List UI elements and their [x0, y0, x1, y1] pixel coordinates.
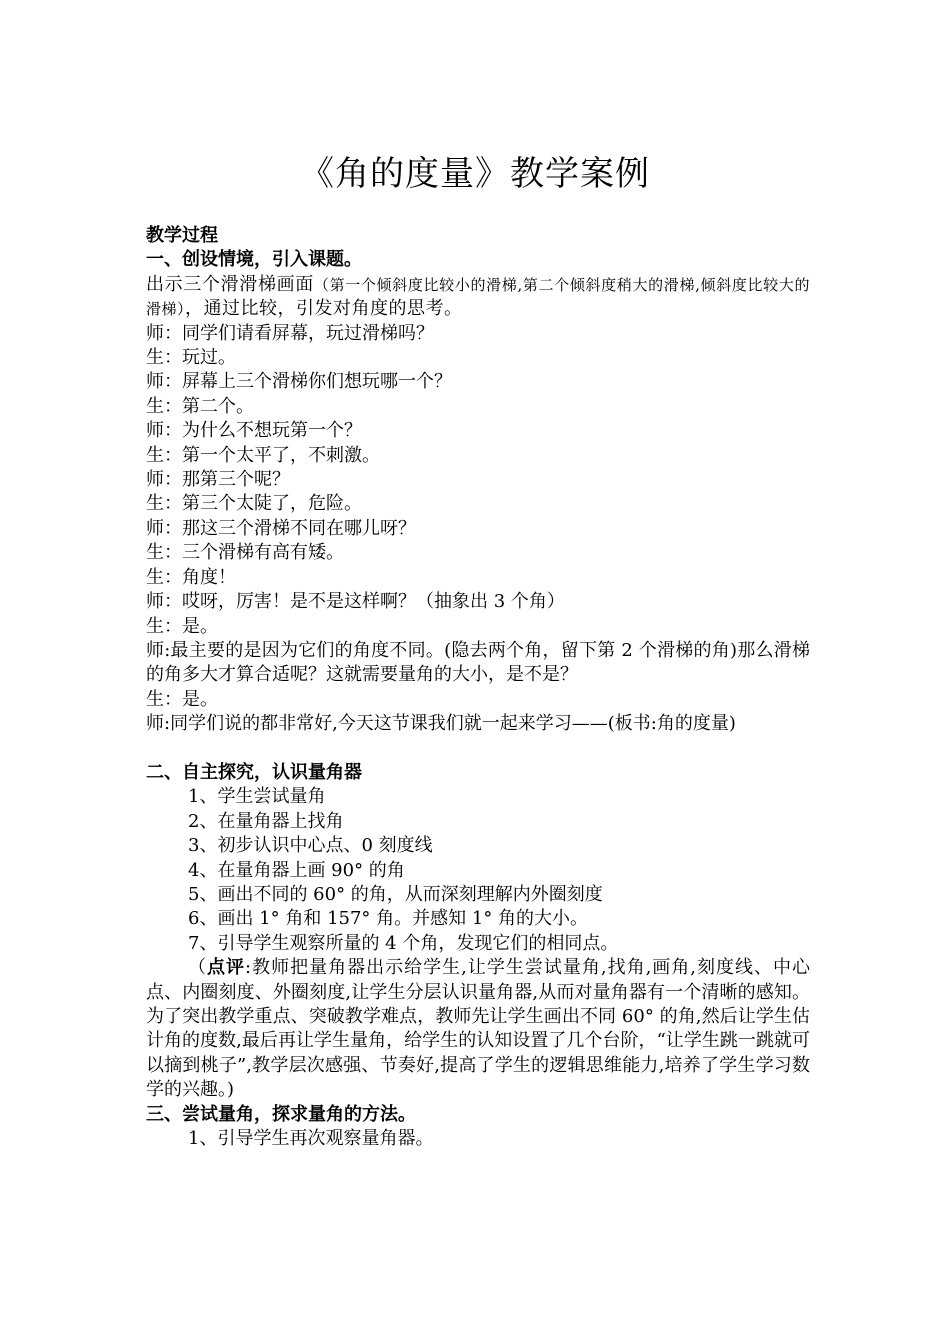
intro-text-a: 出示三个滑滑梯画面: [146, 273, 314, 295]
heading-teaching-process: 教学过程: [146, 225, 218, 246]
intro-note: （第一个倾斜度比较小的滑梯,第二个倾斜度稍大的滑梯,倾斜度比较大的滑梯）: [146, 275, 810, 319]
list-item: 7、引导学生观察所量的 4 个角，发现它们的相同点。: [188, 932, 619, 954]
dialogue-line: 师：那这三个滑梯不同在哪儿呀？: [146, 517, 416, 539]
dialogue-line: 师：屏幕上三个滑梯你们想玩哪一个？: [146, 371, 452, 393]
comment-text: :教师把量角器出示给学生,让学生尝试量角,找角,画角,刻度线、中心点、内圈刻度、外圈刻度,让学生分层认识量角器,从而对量角器有一个清晰的感知。为了突出教学重点、突破教学难点，教师先让学生画出不同 60° 的角,然后让学生估计角的度数,最后再让学生量角，给学生的认知设置了几个台阶，“让学生跳一跳就可以摘到桃子”,教学层次感强、节奏好,提高了学生的逻辑思维能力,培养了学生学习数学的兴趣。): [146, 957, 811, 1101]
dialogue-line: 生：第一个太平了，不刺激。: [146, 444, 380, 466]
dialogue-line: 生：是。: [146, 615, 218, 637]
list-item: 1、引导学生再次观察量角器。: [188, 1128, 434, 1150]
section-3-heading: 三、尝试量角，探求量角的方法。: [146, 1103, 416, 1125]
dialogue-line: 生：三个滑梯有高有矮。: [146, 542, 344, 564]
section-2-list: [146, 785, 810, 956]
teacher-paragraph-final: 师:同学们说的都非常好,今天这节课我们就一起来学习——(板书:角的度量): [146, 713, 736, 735]
document-title: 《角的度量》教学案例: [300, 154, 650, 194]
comment-open: （: [188, 957, 208, 979]
list-item: 3、初步认识中心点、0 刻度线: [188, 835, 433, 857]
comment-paragraph: [146, 956, 810, 1102]
list-item: 5、画出不同的 60° 的角，从而深刻理解内外圈刻度: [188, 883, 603, 905]
dialogue-line: 生：玩过。: [146, 347, 236, 369]
dialogue-line: 生：第三个太陡了，危险。: [146, 493, 362, 515]
dialogue-line: 生：角度！: [146, 566, 236, 588]
blank-line: [146, 737, 810, 761]
list-item: 1、学生尝试量角: [188, 786, 326, 808]
dialogue-line: 师：同学们请看屏幕，玩过滑梯吗？: [146, 322, 434, 344]
teacher-paragraph-main: 师:最主要的是因为它们的角度不同。(隐去两个角，留下第 2 个滑梯的角)那么滑梯的角多大才算合适呢？这就需要量角的大小，是不是？: [146, 639, 810, 686]
section-2-heading: 二、自主探究，认识量角器: [146, 761, 362, 783]
list-item: 2、在量角器上找角: [188, 810, 344, 832]
section-1-intro: [146, 273, 810, 322]
section-1-heading: 一、创设情境，引入课题。: [146, 249, 362, 271]
list-item: 6、画出 1° 角和 157° 角。并感知 1° 角的大小。: [188, 908, 589, 930]
dialogue-line: 生：是。: [146, 688, 218, 710]
dialogue-line: 师：那第三个呢？: [146, 469, 290, 491]
dialogue-line: 师：为什么不想玩第一个？: [146, 420, 362, 442]
document-body: [146, 224, 810, 1151]
list-item: 4、在量角器上画 90° 的角: [188, 859, 405, 881]
intro-text-b: ，通过比较，引发对角度的思考。: [185, 298, 463, 320]
dialogue-list: [146, 322, 810, 639]
dialogue-line: 生：第二个。: [146, 395, 254, 417]
dialogue-line: 师：哎呀，厉害！是不是这样啊？（抽象出 3 个角）: [146, 591, 565, 613]
comment-label: 点评: [207, 957, 246, 979]
